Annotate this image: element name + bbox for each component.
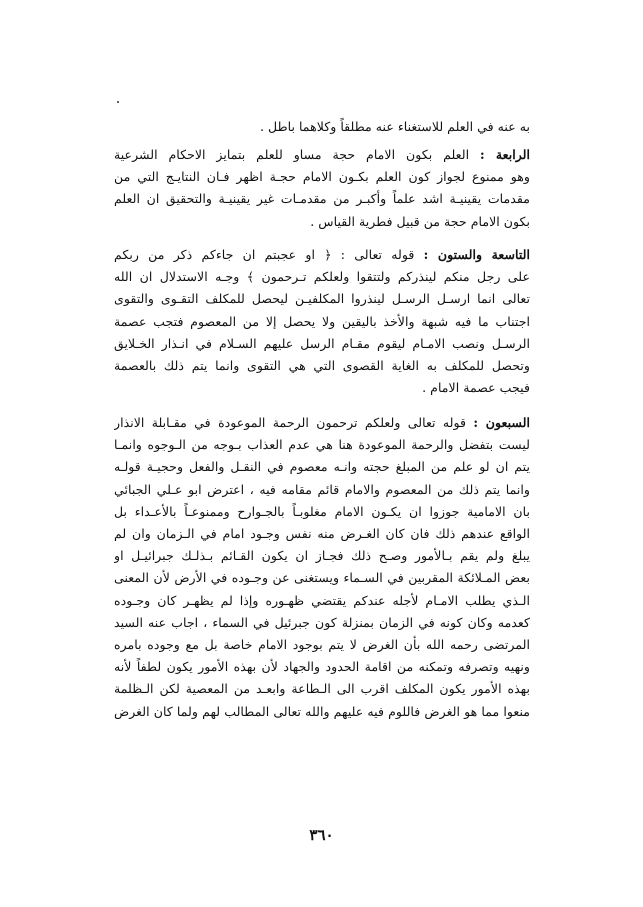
text-line: التاسعة والستون : قوله تعالى : ﴿ او عجبتم ان جاءكم ذكر من ربكم (114, 247, 530, 262)
text-line: به عنه في العلم للاستغناء عنه مطلقاً وكلاهما باطل . (260, 119, 530, 134)
text-line: الرسـل ونصب الامـام ليقوم مقـام الرسل عليهم السـلام في انـذار الخـلايق (114, 335, 530, 351)
text-line: فيجب عصمة الامام . (422, 380, 530, 396)
text-line: وتحصل للمكلف به الغاية القصوى التي هي التقوى وانما يتم ذلك بالعصمة (114, 358, 530, 374)
text-line: الواقع عندهم ذلك فان كان الغـرض منه نفس وجـود امام في الـزمان وان لم (114, 526, 530, 542)
page-number: ٣٦٠ (309, 826, 334, 844)
paragraph-seventieth (114, 412, 530, 723)
text-line: بان الامامية جوزوا ان يكـون الامام مغلوبـاً بالجـوارح وممنوعـاً بالأعـداء بل (114, 503, 530, 519)
paragraph-fourth-point (114, 144, 530, 233)
text-line: ونهيه وتصرفه وتمكنه من اقامة الحدود والجهاد لأن بهذه الأمور يكون لطفاً لأنه (114, 659, 530, 675)
text-line: وانما يتم ذلك من المعصوم والامام قائم مقامه فيه ، اعترض ابو عـلي الجبائي (114, 481, 530, 497)
text-line: بعض المـلائكة المقربين في السـماء ويستغنى عن وجـوده في الأرض لأن المعنى (114, 570, 530, 586)
text-line: مقدمات يقينيـة اشد علماً وأكبـر من مقدمـات غير يقينيـة والتحقيق ان العلم (114, 191, 530, 207)
text-line: اجتناب ما فيه شبهة والأخذ باليقين ولا يحصل إلا من المعصوم فتجب عصمة (114, 313, 530, 329)
text-line: تعالى انما ارسـل الرسـل لينذروا المكلفيـن ليحصل للمكلف التقـوى والتقوى (114, 291, 530, 307)
text-line: ليست بتفضل والرحمة الموعودة هنا هي عدم العذاب بـوجه من الـوجوه وانمـا (114, 437, 530, 453)
text-line: بهذه الأمور يكون المكلف اقرب الى الـطاعة وابعـد من المعصية لكن الـظلمة (114, 681, 530, 697)
text-line: على رجل منكم لينذركم ولتتقوا ولعلكم تـرحمون ﴾ وجـه الاستدلال ان الله (114, 269, 530, 285)
margin-dot (117, 101, 119, 103)
paragraph-sixty-ninth (114, 244, 530, 399)
paragraph-continuation (114, 116, 530, 138)
text-line: يتم ان لو علم من المبلغ حجته وانـه معصوم في النقـل والفعل وحجيـة قولـه (114, 459, 530, 475)
text-line: بكون الامام حجة من قبيل فطرية القياس . (310, 213, 530, 229)
text-line: المرتضى رحمه الله بأن الغرض لا يتم بوجود الامام خاصة بل مع وجوده بامره (114, 637, 530, 653)
text-line: منعوا مما هو الغرض فاللوم فيه عليهم والله تعالى المطالب لهم ولما كان الغرض (114, 703, 530, 719)
text-line: كعدمه وكان كونه في الزمان بمنزلة كون جبرئيل في السماء ، اجاب عنه السيد (114, 614, 530, 630)
paragraph-heading: التاسعة والستون : (423, 247, 530, 262)
paragraph-heading: السبعون : (473, 415, 530, 430)
text-line: يبلغ ولم يقم بـالأمور وصـح ذلك فجـاز ان يكون القـائم بـذلـك جبرائيـل او (114, 548, 530, 564)
text-line: وهو ممنوع لجواز كون العلم بكـون الامام حجـة اظهر فـان النتايـج التي من (114, 169, 530, 185)
paragraph-heading: الرابعة : (479, 147, 530, 162)
text-line: الرابعة : العلم بكون الامام حجة مساو للعلم بتمايز الاحكام الشرعية (114, 147, 530, 162)
text-line: الـذي يطلب الامـام لأجله عندكم يقتضي ظهـوره وإذا لم يظهـر كان وجـوده (114, 592, 530, 608)
text-line: السبعون : قوله تعالى ولعلكم ترحمون الرحمة الموعودة في مقـابلة الانذار (114, 415, 530, 430)
